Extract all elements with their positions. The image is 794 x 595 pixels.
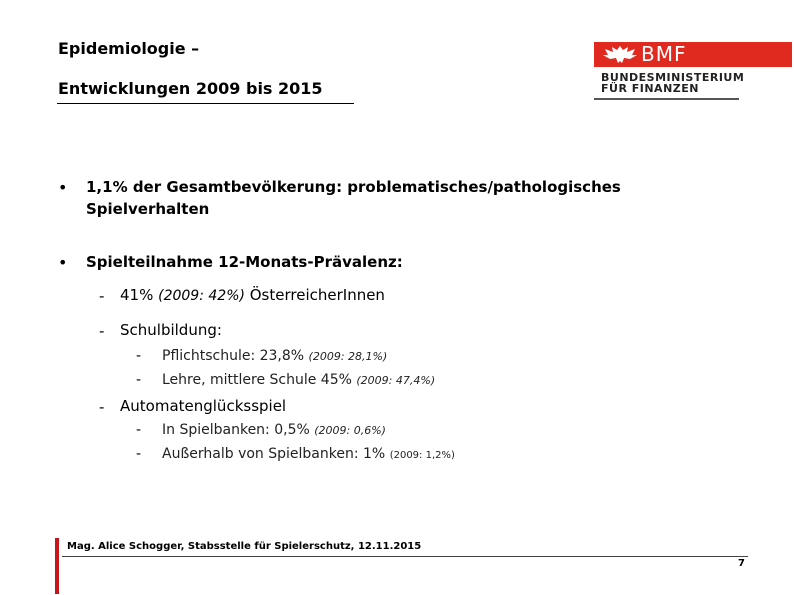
subitem-3a-dash: - [136,422,142,438]
eagle-icon [602,44,638,65]
logo-text-line1: BUNDESMINISTERIUM [601,71,745,84]
bullet-1-line2: Spielverhalten [86,200,210,218]
subitem-2b-text: Lehre, mittlere Schule 45% [162,372,352,388]
page-number: 7 [738,558,745,569]
footer-accent-bar [55,538,59,594]
title-underline [57,103,354,104]
subitem-2a-text: Pflichtschule: 23,8% [162,348,305,364]
bullet-1-line1: 1,1% der Gesamtbevölkerung: problematisches/pathologisches [86,178,621,196]
logo-text-line2: FÜR FINANZEN [601,82,699,95]
subitem-2-dash: - [99,322,105,340]
logo-underline [594,98,739,100]
bmf-logo [594,42,794,104]
footer-rule [62,556,748,557]
bullet-1-marker: • [58,178,68,197]
subitem-1-dash: - [99,287,105,305]
subitem-2a [162,348,387,364]
subitem-2b-dash: - [136,372,142,388]
logo-bar [594,42,792,67]
subitem-3-text: Automatenglücksspiel [120,397,287,415]
page-title-line2: Entwicklungen 2009 bis 2015 [58,79,323,98]
subitem-3a-text: In Spielbanken: 0,5% [162,422,310,438]
subitem-2b [162,372,435,388]
subitem-3a [162,422,386,438]
subitem-3a-note: (2009: 0,6%) [314,424,386,437]
bullet-2-line1: Spielteilnahme 12-Monats-Prävalenz: [86,253,403,271]
footer-text: Mag. Alice Schogger, Stabsstelle für Spielerschutz, 12.11.2015 [67,541,422,552]
subitem-2b-note: (2009: 47,4%) [356,374,436,387]
subitem-2-text: Schulbildung: [120,321,222,339]
logo-abbreviation: BMF [641,42,687,66]
subitem-3-dash: - [99,398,105,416]
subitem-3b-text: Außerhalb von Spielbanken: 1% [162,446,386,462]
page-title-line1: Epidemiologie – [58,39,200,58]
subitem-3b-dash: - [136,446,142,462]
subitem-2a-dash: - [136,348,142,364]
subitem-3b [162,446,455,462]
subitem-1-note: (2009: 42%) [158,288,245,304]
subitem-1-text: 41% [120,286,154,304]
subitem-3b-note: (2009: 1,2%) [389,450,455,461]
subitem-1-suffix: ÖsterreicherInnen [249,286,385,304]
subitem-2a-note: (2009: 28,1%) [308,350,388,363]
subitem-1 [120,286,385,304]
bullet-2-marker: • [58,253,68,272]
